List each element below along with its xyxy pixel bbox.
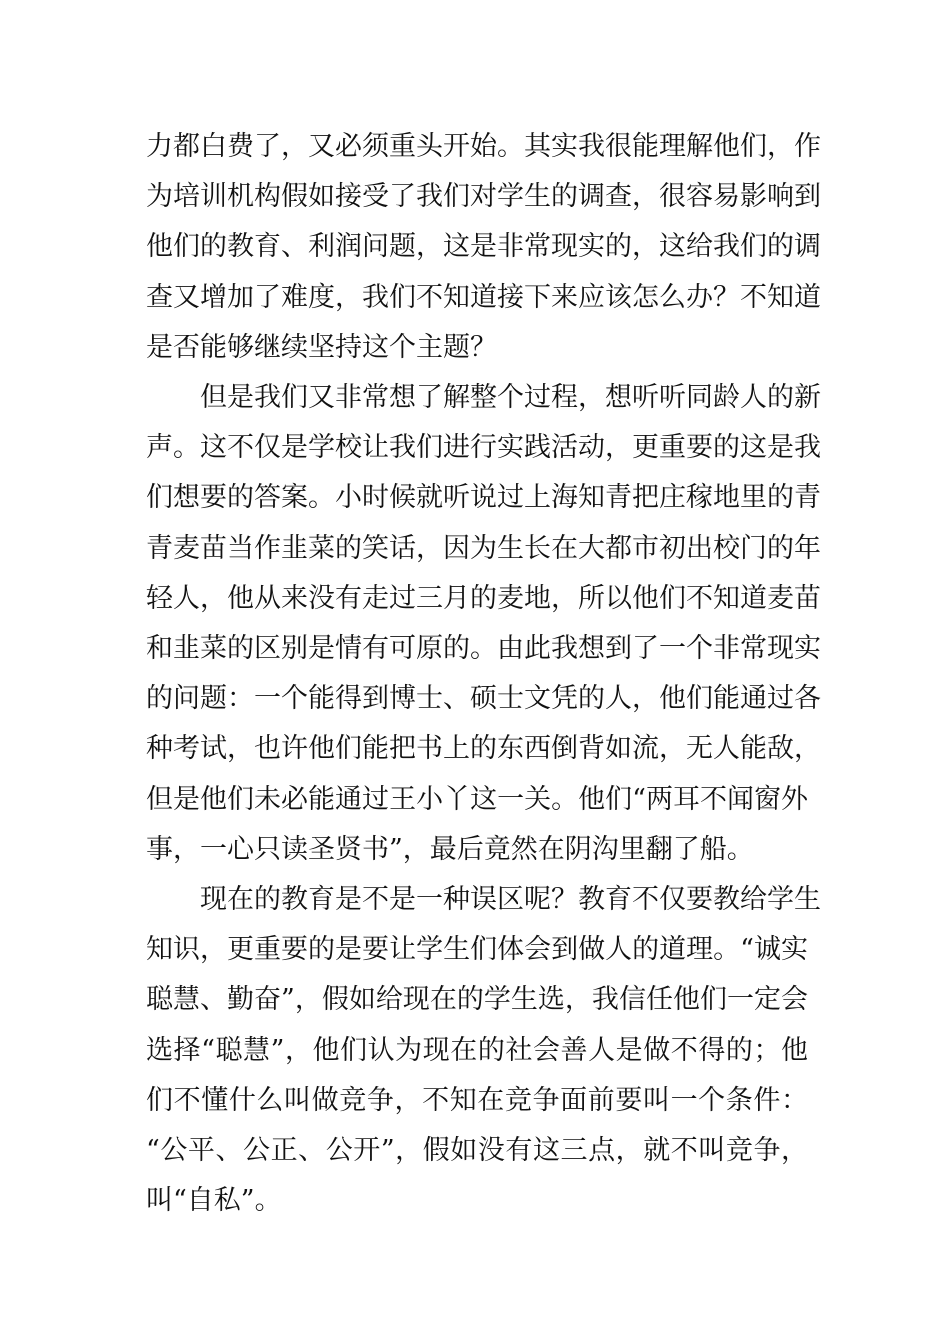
text-line: 声。这不仅是学校让我们进行实践活动，更重要的这是我 (146, 432, 821, 464)
text-line: 是否能够继续坚持这个主题？ (146, 331, 497, 363)
text-line: “公平、公正、公开”，假如没有这三点，就不叫竞争， (146, 1135, 808, 1167)
paragraph-2 (146, 373, 821, 875)
text-line: 聪慧、勤奋”，假如给现在的学生选，我信任他们一定会 (146, 984, 808, 1016)
text-line: 和韭菜的区别是情有可原的。由此我想到了一个非常现实 (146, 633, 821, 665)
paragraph-3 (146, 875, 821, 1226)
text-line: 现在的教育是不是一种误区呢？教育不仅要教给学生 (200, 884, 821, 916)
text-line: 但是他们未必能通过王小丫这一关。他们“两耳不闻窗外 (146, 783, 808, 815)
text-line: 查又增加了难度，我们不知道接下来应该怎么办？不知道 (146, 281, 821, 313)
text-line: 知识，更重要的是要让学生们体会到做人的道理。“诚实 (146, 934, 808, 966)
text-line: 青麦苗当作韭菜的笑话，因为生长在大都市初出校门的年 (146, 532, 821, 564)
text-line: 力都白费了，又必须重头开始。其实我很能理解他们，作 (146, 131, 821, 162)
text-line: 轻人，他从来没有走过三月的麦地，所以他们不知道麦苗 (146, 582, 821, 614)
text-line: 事，一心只读圣贤书”，最后竟然在阴沟里翻了船。 (146, 833, 754, 865)
text-line: 为培训机构假如接受了我们对学生的调查，很容易影响到 (146, 181, 821, 213)
paragraph-1 (146, 122, 821, 373)
text-line: 他们的教育、利润问题，这是非常现实的，这给我们的调 (146, 231, 821, 263)
text-line: 们不懂什么叫做竞争，不知在竞争面前要叫一个条件： (146, 1084, 808, 1116)
text-line: 选择“聪慧”，他们认为现在的社会善人是做不得的；他 (146, 1034, 808, 1066)
text-line: 们想要的答案。小时候就听说过上海知青把庄稼地里的青 (146, 482, 821, 514)
text-line: 但是我们又非常想了解整个过程，想听听同龄人的新 (200, 382, 821, 414)
document-body (146, 122, 821, 1226)
text-line: 叫“自私”。 (146, 1185, 282, 1217)
text-line: 的问题：一个能得到博士、硕士文凭的人，他们能通过各 (146, 683, 821, 715)
text-line: 种考试，也许他们能把书上的东西倒背如流，无人能敌， (146, 733, 821, 765)
